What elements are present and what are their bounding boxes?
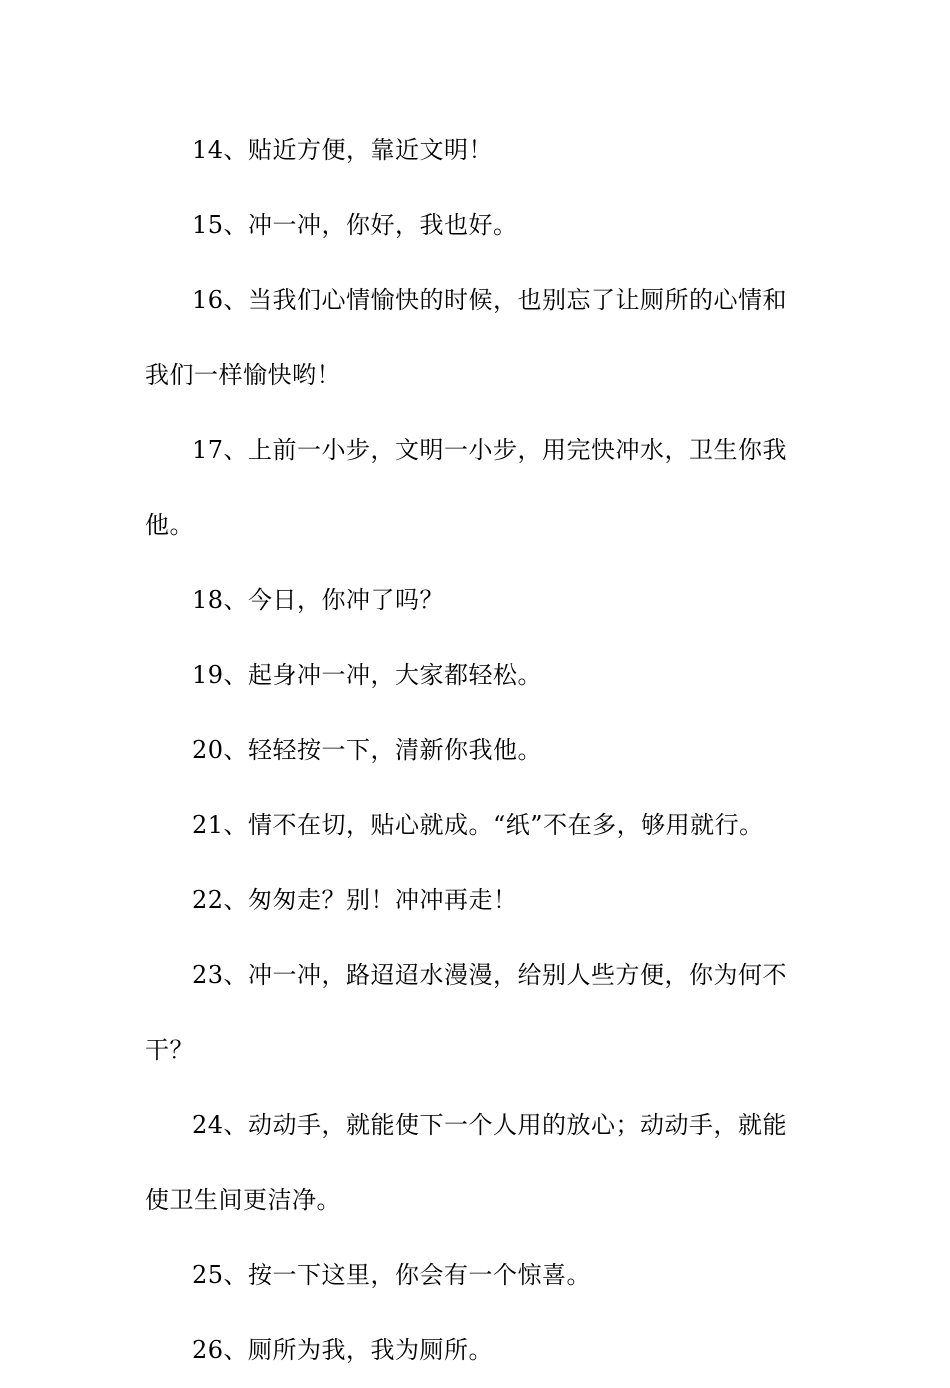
slogan-paragraph: 17、上前一小步，文明一小步，用完快冲水，卫生你我他。 bbox=[145, 436, 788, 539]
slogan-paragraph: 14、贴近方便，靠近文明！ bbox=[192, 136, 494, 164]
slogan-paragraph: 18、今日，你冲了吗？ bbox=[192, 586, 445, 614]
document-body bbox=[145, 113, 807, 1388]
slogan-paragraph: 19、起身冲一冲，大家都轻松。 bbox=[192, 661, 543, 689]
slogan-paragraph: 16、当我们心情愉快的时候，也别忘了让厕所的心情和我们一样愉快哟！ bbox=[145, 286, 788, 389]
slogan-paragraph: 20、轻轻按一下，清新你我他。 bbox=[192, 736, 543, 764]
slogan-paragraph: 25、按一下这里，你会有一个惊喜。 bbox=[192, 1261, 592, 1289]
slogan-paragraph: 23、冲一冲，路迢迢水漫漫，给别人些方便，你为何不干？ bbox=[145, 961, 788, 1064]
slogan-paragraph: 15、冲一冲，你好，我也好。 bbox=[192, 211, 518, 239]
slogan-paragraph: 24、动动手，就能使下一个人用的放心；动动手，就能使卫生间更洁净。 bbox=[145, 1111, 788, 1214]
slogan-paragraph: 21、情不在切，贴心就成。“纸”不在多，够用就行。 bbox=[192, 811, 764, 839]
slogan-paragraph: 22、匆匆走？别！冲冲再走！ bbox=[192, 886, 518, 914]
slogan-paragraph: 26、厕所为我，我为厕所。 bbox=[192, 1336, 494, 1364]
